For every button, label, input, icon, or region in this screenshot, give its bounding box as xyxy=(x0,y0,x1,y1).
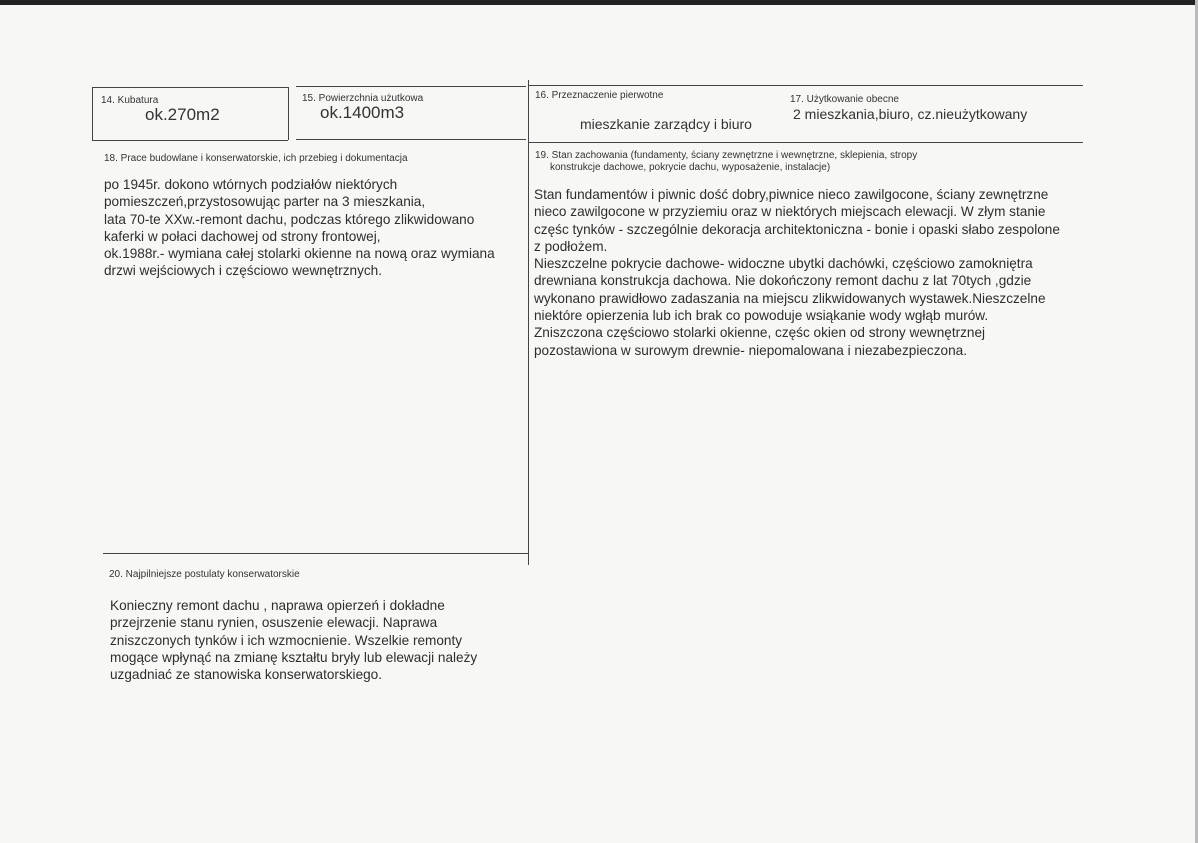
text-line: Zniszczona częściowo stolarki okienne, częśc okien od strony wewnętrznej xyxy=(534,325,986,341)
field-18-text xyxy=(104,176,495,280)
field-15-label: 15. Powierzchnia użutkowa xyxy=(302,93,424,104)
field-16-label: 16. Przeznaczenie pierwotne xyxy=(535,90,664,101)
field-14-value: ok.270m2 xyxy=(145,105,220,124)
text-line: zniszczonych tynków i ich wzmocnienie. Wszelkie remonty xyxy=(110,632,463,648)
field-17-label: 17. Użytkowanie obecne xyxy=(790,94,899,105)
field-15-value: ok.1400m3 xyxy=(320,103,405,122)
text-line: drewniana konstrukcja dachowa. Nie dokończony remont dachu z lat 70tych ,gdzie xyxy=(534,273,1032,289)
divider xyxy=(296,86,526,87)
field-14-label: 14. Kubatura xyxy=(101,95,159,106)
text-line: pomieszczeń,przystosowując parter na 3 mieszkania, xyxy=(104,194,426,210)
scan-edge-top xyxy=(0,0,1198,5)
field-16-value: mieszkanie zarządcy i biuro xyxy=(580,116,752,132)
text-line: drzwi wejściowych i częściowo wewnętrznych. xyxy=(104,263,383,279)
text-line: mogące wpłynąć na zmianę kształtu bryły lub elewacji należy xyxy=(110,649,478,665)
divider xyxy=(103,553,528,554)
field-20-text xyxy=(110,597,477,683)
divider xyxy=(92,87,288,88)
field-19-label-line1: 19. Stan zachowania (fundamenty, ściany zewnętrzne i wewnętrzne, sklepienia, stropy xyxy=(535,150,918,161)
field-19-label-line2: konstrukcje dachowe, pokrycie dachu, wyposażenie, instalacje) xyxy=(550,162,831,173)
text-line: częśc tynków - szczególnie dekoracja architektoniczna - bonie i opaski słabo zespolone xyxy=(534,221,1060,237)
divider xyxy=(288,87,289,140)
field-17-value: 2 mieszkania,biuro, cz.nieużytkowany xyxy=(793,106,1028,122)
divider xyxy=(296,139,526,140)
text-line: pozostawiona w surowym drewnie- niepomalowana i niezabezpieczona. xyxy=(534,342,967,358)
text-line: z podłożem. xyxy=(534,238,608,254)
field-18-label: 18. Prace budowlane i konserwatorskie, ich przebieg i dokumentacja xyxy=(104,153,408,164)
text-line: przejrzenie stanu rynien, osuszenie elewacji. Naprawa xyxy=(110,615,438,631)
divider xyxy=(528,80,529,565)
text-line: niektóre opierzenia lub ich brak co powoduje wsiąkanie wody wgłąb murów. xyxy=(534,308,989,324)
divider xyxy=(528,142,1083,143)
text-line: wykonano prawidłowo zadaszania na miejscu zlikwidowanych wystawek.Nieszczelne xyxy=(534,290,1046,306)
text-line: Stan fundamentów i piwnic dość dobry,piwnice nieco zawilgocone, ściany zewnętrzne xyxy=(534,187,1049,202)
divider xyxy=(528,85,1083,86)
field-19-text xyxy=(534,186,1060,359)
text-line: Nieszczelne pokrycie dachowe- widoczne ubytki dachówki, częściowo zamokniętra xyxy=(534,256,1033,272)
text-line: Konieczny remont dachu , naprawa opierzeń i dokładne xyxy=(110,598,445,613)
divider xyxy=(92,87,93,140)
text-line: po 1945r. dokono wtórnych podziałów niektórych xyxy=(104,177,398,192)
divider xyxy=(92,140,288,141)
text-line: ok.1988r.- wymiana całej stolarki okienne na nową oraz wymiana xyxy=(104,246,495,262)
text-line: lata 70-te XXw.-remont dachu, podczas którego zlikwidowano xyxy=(104,211,475,227)
text-line: uzgadniać ze stanowiska konserwatorskiego. xyxy=(110,667,383,683)
text-line: nieco zawilgocone w przyziemiu oraz w niektórych miejscach elewacji. W złym stanie xyxy=(534,204,1046,220)
text-line: kaferki w połaci dachowej od strony frontowej, xyxy=(104,228,381,244)
field-20-label: 20. Najpilniejsze postulaty konserwatorskie xyxy=(109,569,300,580)
